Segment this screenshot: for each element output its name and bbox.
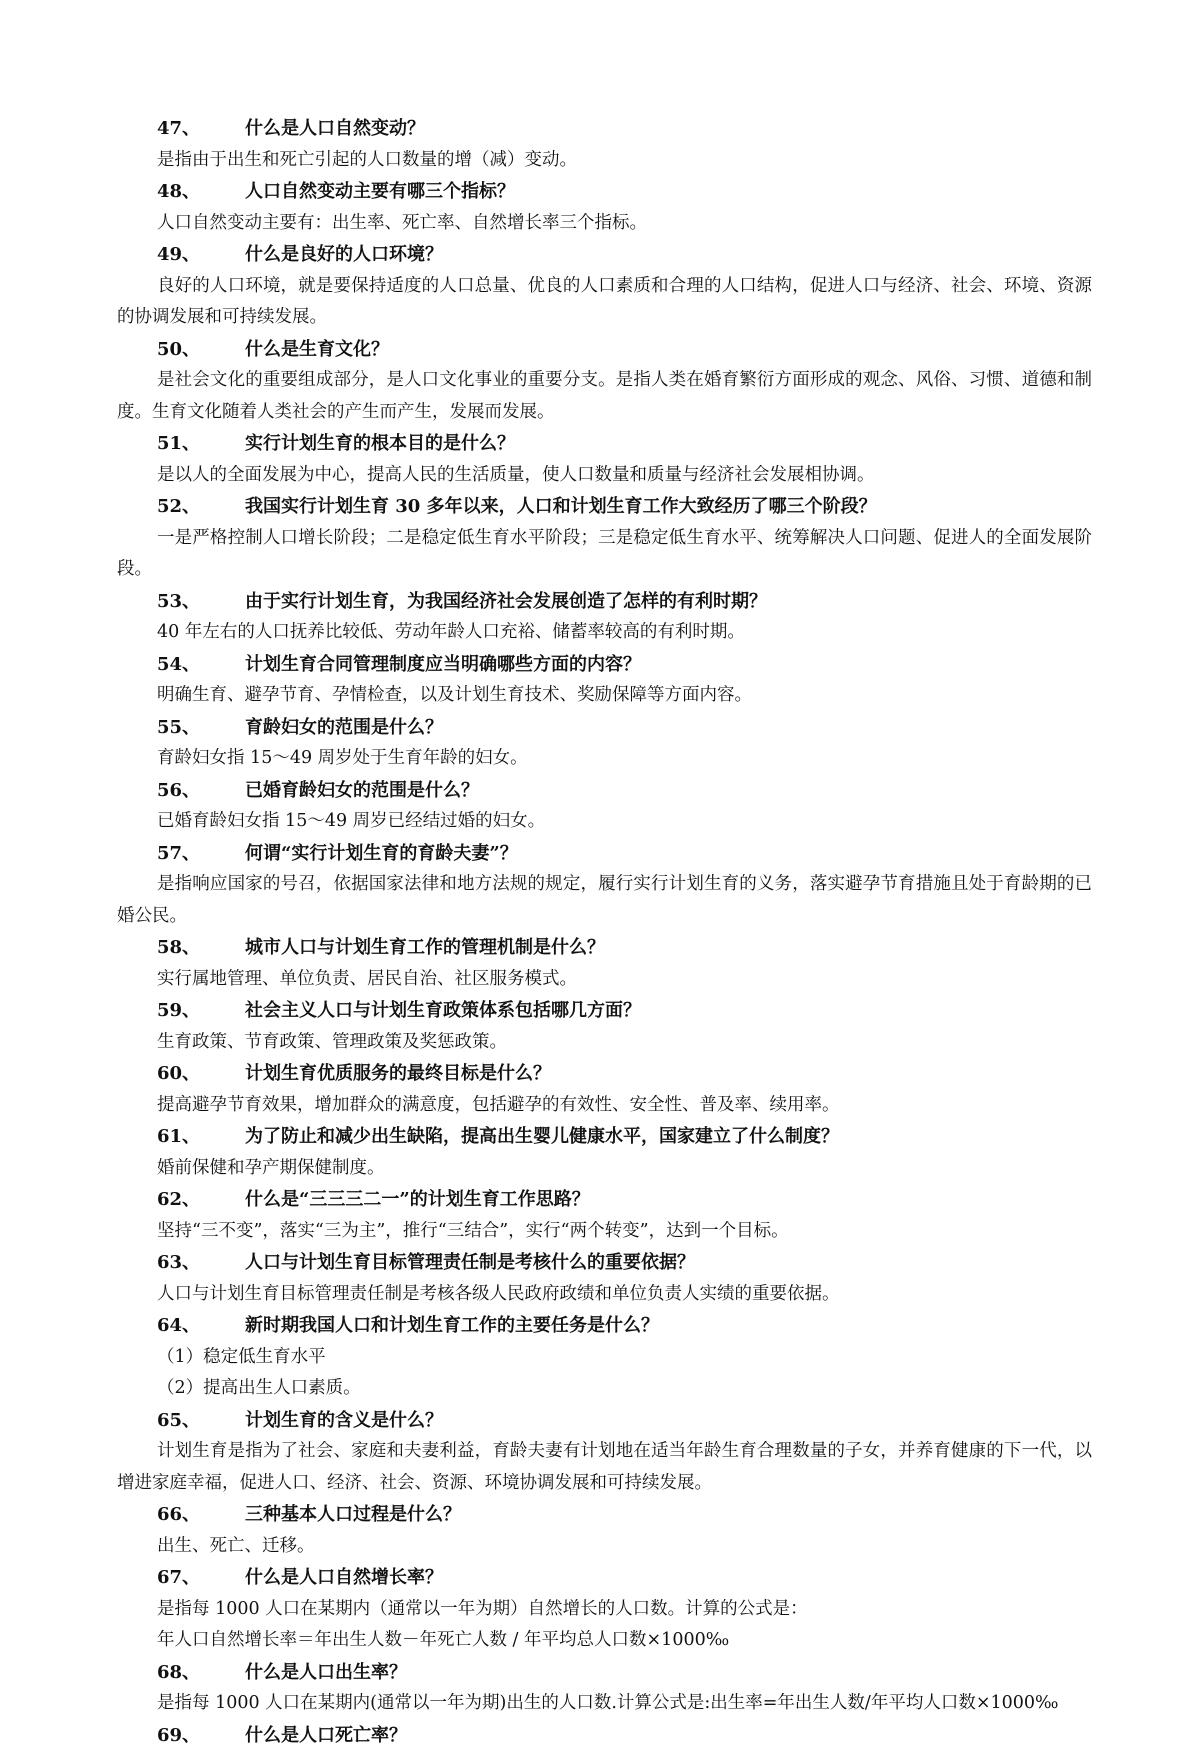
question-text: 人口自然变动主要有哪三个指标？ xyxy=(245,181,515,202)
question-heading xyxy=(157,1562,1117,1594)
question-heading xyxy=(157,491,1117,523)
question-text: 什么是“三三三二一”的计划生育工作思路？ xyxy=(245,1189,590,1210)
question-heading xyxy=(157,586,1117,618)
answer-list-item: （1）稳定低生育水平 xyxy=(157,1342,1092,1374)
question-heading xyxy=(157,1405,1117,1437)
question-text: 城市人口与计划生育工作的管理机制是什么？ xyxy=(245,937,605,958)
qa-item-58 xyxy=(0,932,1200,995)
qa-item-68 xyxy=(0,1657,1200,1720)
question-heading xyxy=(157,1720,1117,1751)
qa-item-61 xyxy=(0,1121,1200,1184)
qa-item-62 xyxy=(0,1184,1200,1247)
answer-text: 生育政策、节育政策、管理政策及奖惩政策。 xyxy=(157,1027,1092,1059)
question-text: 我国实行计划生育 30 多年以来，人口和计划生育工作大致经历了哪三个阶段？ xyxy=(245,496,877,517)
answer-text: 是指响应国家的号召，依据国家法律和地方法规的规定，履行实行计划生育的义务，落实避孕节育措施且处于育龄期的已婚公民。 xyxy=(117,869,1092,932)
question-number: 50、 xyxy=(157,334,245,366)
question-heading xyxy=(157,1657,1117,1689)
qa-item-66 xyxy=(0,1499,1200,1562)
answer-text: 出生、死亡、迁移。 xyxy=(157,1531,1092,1563)
question-number: 53、 xyxy=(157,586,245,618)
question-number: 67、 xyxy=(157,1562,245,1594)
question-number: 59、 xyxy=(157,995,245,1027)
question-text: 计划生育的含义是什么？ xyxy=(245,1410,443,1431)
question-heading xyxy=(157,1058,1117,1090)
answer-list-item: （2）提高出生人口素质。 xyxy=(157,1373,1092,1405)
answer-text: 是指每 1000 人口在某期内（通常以一年为期）自然增长的人口数。计算的公式是： xyxy=(157,1594,1092,1626)
question-number: 62、 xyxy=(157,1184,245,1216)
qa-item-53 xyxy=(0,586,1200,649)
qa-item-60 xyxy=(0,1058,1200,1121)
question-heading xyxy=(157,1310,1117,1342)
qa-item-59 xyxy=(0,995,1200,1058)
formula-text: 年人口自然增长率＝年出生人数－年死亡人数 / 年平均总人口数×1000‰ xyxy=(157,1625,1092,1657)
question-heading xyxy=(157,428,1117,460)
question-number: 64、 xyxy=(157,1310,245,1342)
answer-text: 人口自然变动主要有：出生率、死亡率、自然增长率三个指标。 xyxy=(157,208,1092,240)
question-number: 47、 xyxy=(157,113,245,145)
question-heading xyxy=(157,712,1117,744)
qa-item-57 xyxy=(0,838,1200,933)
question-number: 55、 xyxy=(157,712,245,744)
qa-item-50 xyxy=(0,334,1200,429)
answer-text: 明确生育、避孕节育、孕情检查，以及计划生育技术、奖励保障等方面内容。 xyxy=(157,680,1092,712)
question-number: 65、 xyxy=(157,1405,245,1437)
answer-text: 实行属地管理、单位负责、居民自治、社区服务模式。 xyxy=(157,964,1092,996)
answer-text: 婚前保健和孕产期保健制度。 xyxy=(157,1153,1092,1185)
question-text: 什么是生育文化？ xyxy=(245,339,389,360)
question-heading xyxy=(157,649,1117,681)
answer-text: 计划生育是指为了社会、家庭和夫妻利益，育龄夫妻有计划地在适当年龄生育合理数量的子女，并养育健康的下一代，以增进家庭幸福，促进人口、经济、社会、资源、环境协调发展和可持续发展。 xyxy=(117,1436,1092,1499)
answer-text: 是指由于出生和死亡引起的人口数量的增（减）变动。 xyxy=(157,145,1092,177)
question-heading xyxy=(157,838,1117,870)
question-text: 计划生育合同管理制度应当明确哪些方面的内容？ xyxy=(245,654,641,675)
qa-item-48 xyxy=(0,176,1200,239)
answer-text: 是指每 1000 人口在某期内(通常以一年为期)出生的人口数.计算公式是:出生率=年出生人数/年平均人口数×1000‰ xyxy=(117,1688,1092,1720)
answer-text: 是社会文化的重要组成部分，是人口文化事业的重要分支。是指人类在婚育繁衍方面形成的观念、风俗、习惯、道德和制度。生育文化随着人类社会的产生而产生，发展而发展。 xyxy=(117,365,1092,428)
question-text: 什么是人口自然增长率？ xyxy=(245,1567,443,1588)
question-text: 什么是人口出生率？ xyxy=(245,1662,407,1683)
question-number: 63、 xyxy=(157,1247,245,1279)
question-text: 已婚育龄妇女的范围是什么？ xyxy=(245,780,479,801)
question-text: 计划生育优质服务的最终目标是什么？ xyxy=(245,1063,551,1084)
qa-item-52 xyxy=(0,491,1200,586)
question-number: 66、 xyxy=(157,1499,245,1531)
question-text: 新时期我国人口和计划生育工作的主要任务是什么？ xyxy=(245,1315,659,1336)
question-number: 58、 xyxy=(157,932,245,964)
question-text: 育龄妇女的范围是什么？ xyxy=(245,717,443,738)
answer-text: 提高避孕节育效果，增加群众的满意度，包括避孕的有效性、安全性、普及率、续用率。 xyxy=(157,1090,1092,1122)
qa-item-55 xyxy=(0,712,1200,775)
answer-text: 人口与计划生育目标管理责任制是考核各级人民政府政绩和单位负责人实绩的重要依据。 xyxy=(157,1279,1092,1311)
question-number: 68、 xyxy=(157,1657,245,1689)
question-text: 什么是人口自然变动？ xyxy=(245,118,425,139)
qa-item-51 xyxy=(0,428,1200,491)
question-heading xyxy=(157,1247,1117,1279)
question-number: 49、 xyxy=(157,239,245,271)
question-text: 什么是人口死亡率？ xyxy=(245,1725,407,1746)
question-text: 实行计划生育的根本目的是什么？ xyxy=(245,433,515,454)
question-number: 48、 xyxy=(157,176,245,208)
question-heading xyxy=(157,176,1117,208)
answer-text: 已婚育龄妇女指 15～49 周岁已经结过婚的妇女。 xyxy=(157,806,1092,838)
question-heading xyxy=(157,1184,1117,1216)
question-number: 51、 xyxy=(157,428,245,460)
question-heading xyxy=(157,113,1117,145)
question-heading xyxy=(157,775,1117,807)
question-heading xyxy=(157,995,1117,1027)
question-number: 57、 xyxy=(157,838,245,870)
answer-text: 坚持“三不变”，落实“三为主”，推行“三结合”，实行“两个转变”，达到一个目标。 xyxy=(157,1216,1092,1248)
question-text: 何谓“实行计划生育的育龄夫妻”？ xyxy=(245,843,518,864)
qa-item-54 xyxy=(0,649,1200,712)
answer-text: 育龄妇女指 15～49 周岁处于生育年龄的妇女。 xyxy=(157,743,1092,775)
question-text: 由于实行计划生育，为我国经济社会发展创造了怎样的有利时期？ xyxy=(245,591,767,612)
question-number: 56、 xyxy=(157,775,245,807)
question-text: 三种基本人口过程是什么？ xyxy=(245,1504,461,1525)
question-heading xyxy=(157,932,1117,964)
qa-item-65 xyxy=(0,1405,1200,1500)
qa-item-67 xyxy=(0,1562,1200,1657)
qa-item-49 xyxy=(0,239,1200,334)
question-heading xyxy=(157,334,1117,366)
question-number: 52、 xyxy=(157,491,245,523)
question-text: 什么是良好的人口环境？ xyxy=(245,244,443,265)
answer-text: 良好的人口环境，就是要保持适度的人口总量、优良的人口素质和合理的人口结构，促进人口与经济、社会、环境、资源的协调发展和可持续发展。 xyxy=(117,271,1092,334)
question-text: 为了防止和减少出生缺陷，提高出生婴儿健康水平，国家建立了什么制度？ xyxy=(245,1126,839,1147)
qa-item-56 xyxy=(0,775,1200,838)
qa-item-64 xyxy=(0,1310,1200,1405)
question-number: 54、 xyxy=(157,649,245,681)
question-number: 61、 xyxy=(157,1121,245,1153)
question-number: 69、 xyxy=(157,1720,245,1751)
qa-item-47 xyxy=(0,113,1200,176)
question-heading xyxy=(157,239,1117,271)
answer-text: 是以人的全面发展为中心，提高人民的生活质量，使人口数量和质量与经济社会发展相协调。 xyxy=(157,460,1092,492)
question-number: 60、 xyxy=(157,1058,245,1090)
qa-item-69 xyxy=(0,1720,1200,1751)
answer-text: 40 年左右的人口抚养比较低、劳动年龄人口充裕、储蓄率较高的有利时期。 xyxy=(157,617,1092,649)
question-heading xyxy=(157,1499,1117,1531)
answer-text: 一是严格控制人口增长阶段；二是稳定低生育水平阶段；三是稳定低生育水平、统筹解决人口问题、促进人的全面发展阶段。 xyxy=(117,523,1092,586)
question-text: 社会主义人口与计划生育政策体系包括哪几方面？ xyxy=(245,1000,641,1021)
question-text: 人口与计划生育目标管理责任制是考核什么的重要依据？ xyxy=(245,1252,695,1273)
qa-item-63 xyxy=(0,1247,1200,1310)
question-heading xyxy=(157,1121,1117,1153)
